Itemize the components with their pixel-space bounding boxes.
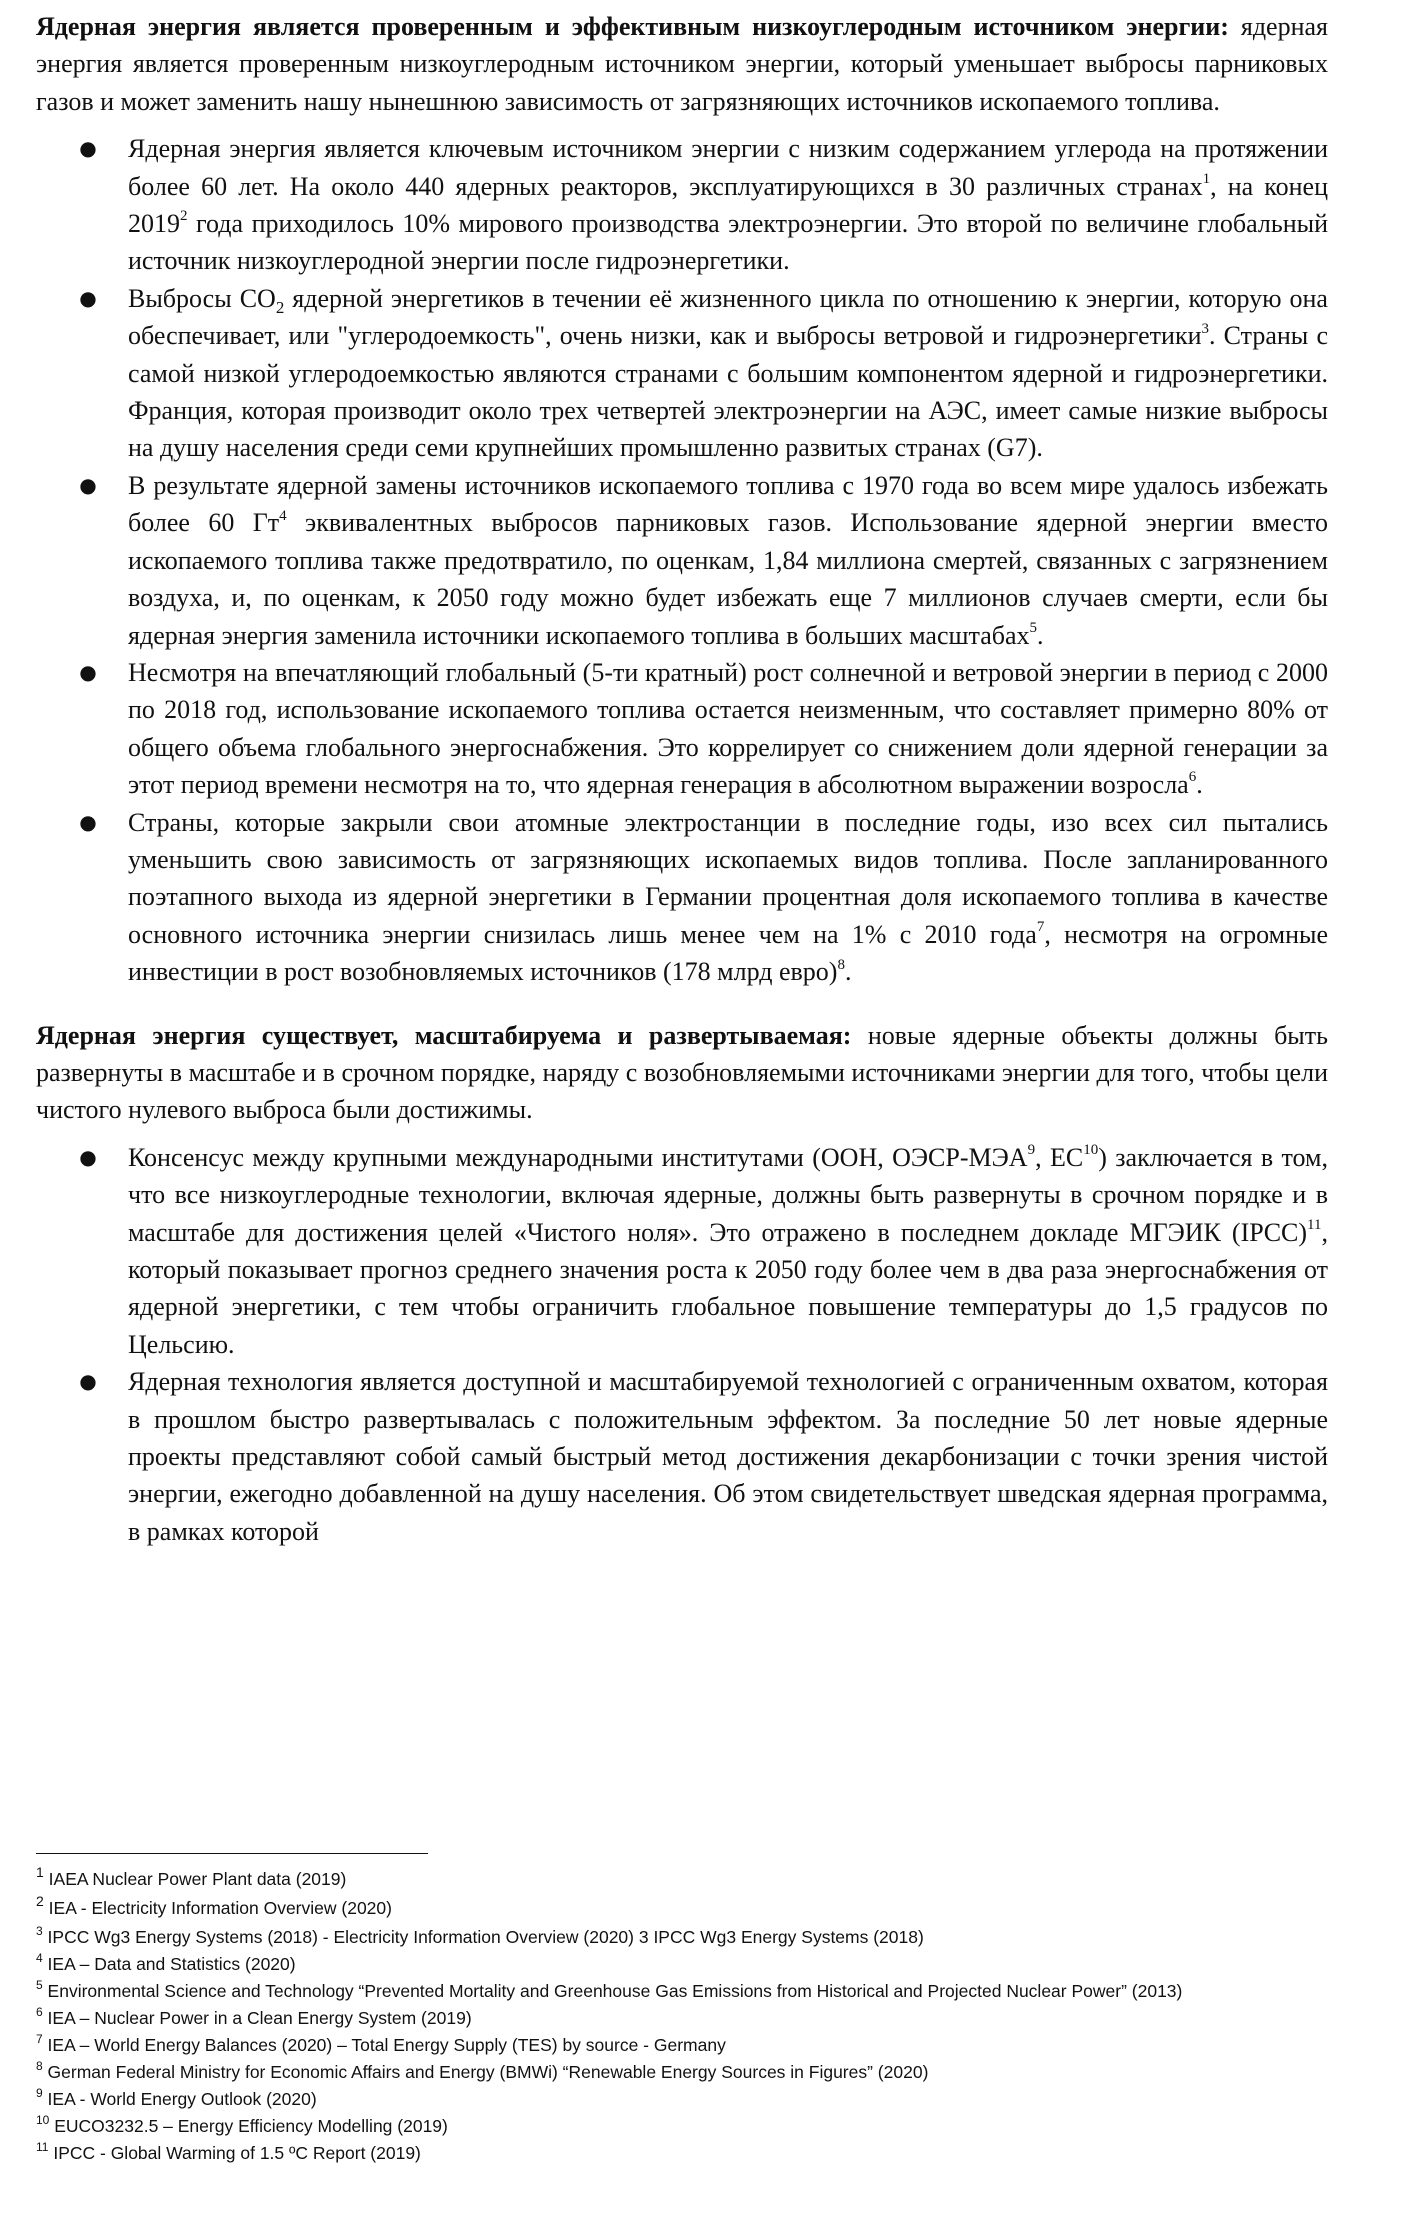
footnote-separator [36,1853,428,1854]
list-item [79,130,1328,280]
bullet-icon: ● [79,1369,97,1394]
bullet-icon: ● [79,472,97,497]
footnote-text: IEA – World Energy Balances (2020) – Total Energy Supply (TES) by source - Germany [42,2035,726,2055]
bullet-icon: ● [79,809,97,834]
list-item [79,1139,1328,1363]
footnote-ref[interactable]: 11 [1307,1216,1322,1233]
section-1-intro [36,8,1328,120]
footnote-ref[interactable]: 10 [1083,1142,1099,1159]
bullet-text: Несмотря на впечатляющий глобальный (5-ти кратный) рост солнечной и ветровой энергии в период с 2000 по 2018 год, использование ископаемого топлива остается неизменным, что составляет примерно 80% от общего объема глобального энергоснабжения. Это коррелирует со снижением доли ядерной генерации за этот период времени несмотря на то, что ядерная генерация в абсолютном выражении возросла [128,657,1328,800]
bullet-text: Ядерная технология является доступной и масштабируемой технологией с ограниченным охватом, которая в прошлом быстро развертывалась с положительным эффектом. За последние 50 лет новые ядерные проекты представляют собой самый быстрый метод достижения декарбонизации с точки зрения чистой энергии, ежегодно добавленной на душу населения. Об этом свидетельствует шведская ядерная программа, в рамках которой [128,1367,1328,1546]
footnote-text: IEA - Electricity Information Overview (2020) [43,1898,392,1918]
footnotes [36,1864,1326,2169]
footnote-ref[interactable]: 2 [180,208,188,225]
footnote-ref[interactable]: 8 [837,956,845,973]
section-1-heading: Ядерная энергия является проверенным и эффективным низкоуглеродным источником энергии: [36,12,1229,41]
footnote-ref[interactable]: 5 [1029,619,1038,636]
footnote-number: 11 [36,2140,49,2155]
footnote-text: Environmental Science and Technology “Prevented Mortality and Greenhouse Gas Emissions from Historical and Projected Nuclear Power” (2013) [42,1981,1183,2001]
footnote-text: IEA – Nuclear Power in a Clean Energy System (2019) [42,2008,472,2028]
footnote-ref[interactable]: 7 [1036,919,1045,936]
bullet-text: , ЕС [1035,1142,1084,1172]
footnote-number: 3 [36,1924,43,1939]
list-item [79,654,1328,804]
list-item [79,1363,1328,1550]
footnote-ref[interactable]: 1 [1202,170,1211,187]
bullet-text: ) заключается в том, что все низкоуглеродные технологии, включая ядерные, должны быть развернуты в срочном порядке и в масштабе для достижения целей «Чистого ноля». Это отражено в последнем докладе МГЭИК (IPCC) [128,1142,1328,1247]
footnote-ref[interactable]: 4 [279,507,287,524]
footnote-ref[interactable]: 6 [1188,769,1197,786]
bullet-text: . Страны с самой низкой углеродоемкостью являются странами с большим компонентом ядерной и гидроэнергетики. Франция, которая производит около трех четвертей электроэнергии на АЭС, имеет самые низкие выбросы на душу населения среди семи крупнейших промышленно развитых странах (G7). [128,321,1328,463]
footnote-number: 9 [36,2086,43,2101]
footnote [36,1926,1326,1949]
footnote-text: IPCC - Global Warming of 1.5 ºC Report (2019) [48,2143,421,2163]
footnote-text: IEA - World Energy Outlook (2020) [42,2089,317,2109]
bullet-text: Выбросы CO [128,283,276,313]
footnote-ref[interactable]: 3 [1201,320,1209,337]
footnote-number: 7 [36,2032,43,2047]
section-2-bullet-list [36,1139,1328,1550]
bullet-text: . [1037,620,1044,650]
section-2-text: новые ядерные объекты должны быть развернуты в масштабе и в срочном порядке, наряду с возобновляемыми источниками энергии для того, чтобы цели чистого нулевого выброса были достижимы. [36,1020,1328,1125]
bullet-icon: ● [79,136,97,161]
bullet-text: Ядерная энергия является ключевым источником энергии с низким содержанием углерода на протяжении более 60 лет. На около 440 ядерных реакторов, эксплуатирующихся в 30 различных странах [128,134,1328,201]
footnote-number: 10 [36,2113,50,2128]
footnote [36,1893,1326,1920]
footnote-ref[interactable]: 9 [1027,1142,1036,1159]
footnote [36,2115,1326,2138]
footnote [36,2088,1326,2111]
section-1-bullet-list [36,130,1328,990]
footnote-text: EUCO3232.5 – Energy Efficiency Modelling (2019) [49,2116,448,2136]
footnote [36,1980,1326,2003]
bullet-icon: ● [79,285,97,310]
footnote-number: 5 [36,1978,43,1993]
footnote-number: 1 [36,1864,44,1881]
section-2-intro [36,1017,1328,1129]
list-item [79,804,1329,991]
bullet-text: В результате ядерной замены источников ископаемого топлива с 1970 года во всем мире удалось избежать более 60 Гт [128,470,1328,538]
bullet-text: . [1196,770,1203,800]
list-item [79,467,1328,654]
footnote-number: 8 [36,2059,43,2074]
section-2-heading: Ядерная энергия существует, масштабируема и развертываемая: [36,1020,852,1050]
footnote-text: IPCC Wg3 Energy Systems (2018) - Electricity Information Overview (2020) 3 IPCC Wg3 Energy Systems (2018) [42,1927,924,1947]
footnote [36,1864,1326,1891]
bullet-text: эквивалентных выбросов парниковых газов. Использование ядерной энергии вместо ископаемого топлива также предотвратило, по оценкам, 1,84 миллиона смертей, связанных с загрязнением воздуха, и, по оценкам, к 2050 году можно будет избежать еще 7 миллионов случаев смерти, если бы ядерная энергия заменила источники ископаемого топлива в больших масштабах [128,508,1328,650]
subscript: 2 [275,298,285,318]
bullet-text: , на конец 2019 [128,171,1328,239]
bullet-text: ядерной энергетиков в течении её жизненного цикла по отношению к энергии, которую она обеспечивает, или "углеродоемкость", очень низки, как и выбросы ветровой и гидроэнергетики [128,283,1328,351]
bullet-text: , несмотря на огромные инвестиции в рост возобновляемых источников (178 млрд евро) [128,919,1329,987]
footnote-number: 6 [36,2005,43,2020]
bullet-text: Страны, которые закрыли свои атомные электростанции в последние годы, изо всех сил пытались уменьшить свою зависимость от загрязняющих ископаемых видов топлива. После запланированного поэтапного выхода из ядерной энергетики в Германии процентная доля ископаемого топлива в качестве основного источника энергии снизилась лишь менее чем на 1% с 2010 года [128,807,1328,949]
section-spacer [36,991,1328,1017]
footnote [36,2061,1326,2084]
bullet-text: Консенсус между крупными международными институтами (ООН, ОЭСР-МЭА [128,1142,1028,1172]
bullet-text: . [844,957,852,987]
footnote-text: IEA – Data and Statistics (2020) [42,1954,296,1974]
footnote-text: German Federal Ministry for Economic Affairs and Energy (BMWi) “Renewable Energy Sources in Figures” (2020) [42,2062,929,2082]
bullet-icon: ● [79,659,97,684]
footnote [36,2007,1326,2030]
footnote-number: 4 [36,1951,43,1966]
bullet-text: , который показывает прогноз среднего значения роста к 2050 году более чем в два раза энергоснабжения от ядерной энергетики, с тем чтобы ограничить глобальное повышение температуры до 1,5 градусов по Цельсию. [128,1217,1328,1359]
footnote-text: IAEA Nuclear Power Plant data (2019) [43,1869,347,1889]
list-item [79,280,1328,467]
section-1-text: ядерная энергия является проверенным низкоуглеродным источником энергии, который уменьшает выбросы парниковых газов и может заменить нашу нынешнюю зависимость от загрязняющих источников ископаемого топлива. [36,12,1328,116]
footnote [36,2034,1326,2057]
footnote [36,2142,1326,2165]
bullet-icon: ● [79,1144,97,1169]
bullet-text: года приходилось 10% мирового производства электроэнергии. Это второй по величине глобальный источник низкоуглеродной энергии после гидроэнергетики. [128,209,1328,276]
footnote-number: 2 [36,1893,44,1910]
footnote [36,1953,1326,1976]
